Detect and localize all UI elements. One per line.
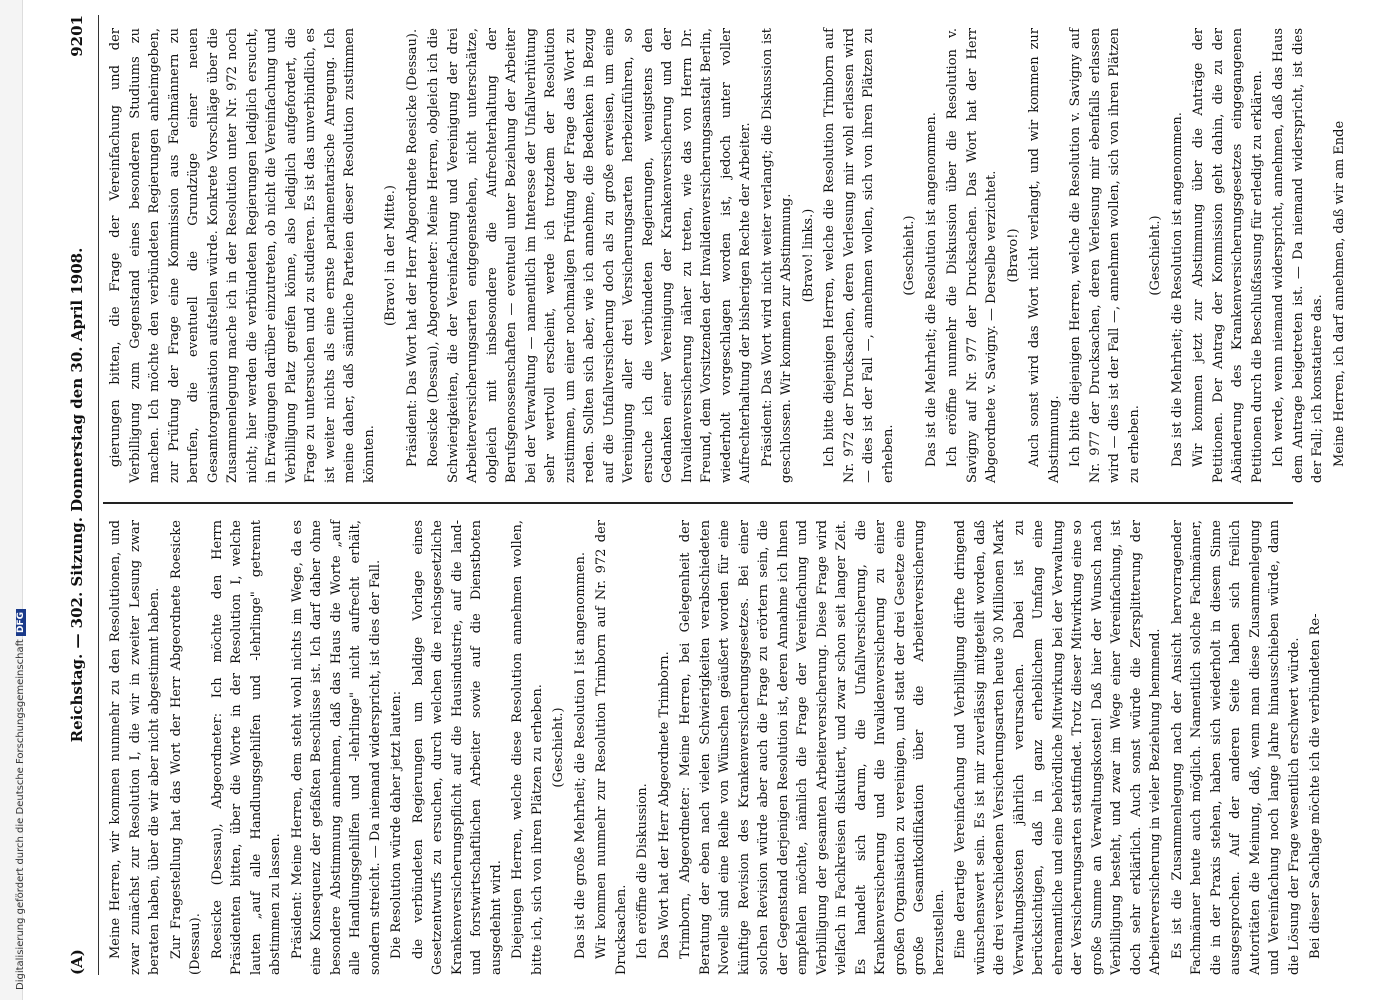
paragraph: Es ist die Zusammenlegung nach der Ansicht hervorragender Fachmänner heute auch möglich. Namentlich solche Fachmänner, die in der Praxis stehen, haben sich wiederholt in diesem Sinne ausgesprochen. Auf der anderen Seite haben sich freilich Autoritäten die Meinung, daß, wenn man diese Zusammenlegung und Vereinfachung noch lange Jahre hinausschieben würde, dann die Lösung der Frage wesentlich erschwert würde. [1169,520,1302,975]
paragraph: (Bravo! in der Mitte.) [383,185,398,326]
paragraph: Präsident: Meine Herren, dem steht wohl nichts im Wege, da es eine Konsequenz der gefaßten Beschlüsse ist. Ich darf daher ohne besondere Abstimmung annehmen, daß das Haus die Worte „auf alle Handlungsgehilfen und -lehrlinge" nicht aufrecht erhält, sondern streicht. — Da niemand widerspricht, ist dies der Fall. [289,520,383,975]
paragraph: Roesicke (Dessau), Abgeordneter: Meine Herren, obgleich ich die Schwierigkeiten, die der Vereinfachung und Vereinigung der drei Arbeiterversicherungsarten entgegenstehen, nicht unterschätze, obgleich mit insbesondere die Aufrechterhaltung der Berufsgenossenschaften — eventuell unter Beziehung der Arbeiter bei der Verwaltung — namentlich im Interesse der Unfallverhütung sehr wertvoll erscheint, werde ich trotzdem der Resolution zustimmen, um einer nochmaligen Prüfung der Frage das Wort zu reden. Sollten sich aber, wie ich annehme, die Bedenken in Bezug auf die Unfallversicherung doch als zu große erweisen, um eine Vereinigung aller drei Versicherungsarten herbeizuführen, so ersuche ich die verbündeten Regierungen, wenigstens den Gedanken einer Vereinigung der Krankenversicherung und der Invalidenversicherung näher zu treten, wie das von Herrn Dr. Freund, dem Vorsitzenden der Invalidenversicherungsanstalt Berlin, wiederholt vorgeschlagen worden ist, jedoch unter voller Aufrechterhaltung der bisherigen Rechte der Arbeiter. [426,28,753,483]
paragraph: Ich werde, wenn niemand widerspricht, annehmen, daß das Haus dem Antrage beigetreten ist. — Da niemand widerspricht, ist dies der Fall; ich konstatiere das. [1271,28,1325,483]
paragraph: (Geschieht.) [1148,215,1163,296]
paragraph: Das ist die große Mehrheit; die Resolution I ist angenommen. [572,551,588,959]
page-header [68,15,98,975]
paragraph: Wir kommen nunmehr zur Resolution Trimborn auf Nr. 972 der Drucksachen. [594,520,629,975]
margin-ref: (A) [68,949,86,975]
paragraph: Die Resolution würde daher jetzt lauten: [389,690,404,959]
dfg-logo: DFG [16,609,26,636]
paragraph: Ich eröffne nunmehr die Diskussion über die Resolution v. Savigny auf Nr. 977 der Drucksachen. Das Wort hat der Herr Abgeordnete v. Savigny. — Derselbe verzichtet. [945,28,999,483]
paragraph: die verbündeten Regierungen um baldige Vorlage eines Gesetzentwurfs zu ersuchen, durch welchen die reichsgesetzliche Krankenversicherungspflicht auf die Hausindustrie, auf die land- und forstwirtschaftlichen Arbeiter sowie auf die Dienstboten ausgedehnt wird. [410,520,504,975]
paragraph: Bei dieser Sachlage möchte ich die verbündeten Re- [1308,613,1323,959]
paragraph: (Geschieht.) [902,215,917,296]
right-column [106,28,1347,483]
left-column [106,520,1323,975]
document-page [48,0,1347,995]
header-rule [98,15,99,975]
paragraph: (Bravo!) [1005,228,1021,283]
paragraph: Das ist die Mehrheit; die Resolution ist angenommen. [1169,112,1185,467]
paragraph: gierungen bitten, die Frage der Vereinfachung und der Verbilligung zum Gegenstand eines besonderen Studiums zu machen. Ich möchte den verbündeten Regierungen anheimgeben, zur Prüfung der Frage eine Kommission aus Fachmännern zu berufen, die eventuell die Grundzüge einer neuen Gesamtorganisation aufstellen würde. Konkrete Vorschläge über die Zusammenlegung mache ich in der Resolution unter Nr. 972 noch nicht; hier werden die verbündeten Regierungen lediglich ersucht, in Erwägungen darüber einzutreten, ob nicht die Vereinfachung und Verbilligung Platz greifen könne, also lediglich aufgefordert, die Frage zu untersuchen und zu studieren. Es ist das unverbindlich, es ist weiter nichts als eine ernste parlamentarische Anregung. Ich meine daher, daß sämtliche Parteien dieser Resolution zustimmen könnten. [108,28,377,483]
page-number: 9201 [68,15,86,57]
paragraph: (Bravo! links.) [800,208,816,303]
paragraph: Ich eröffne die Diskussion. [635,783,650,959]
paragraph: Trimborn, Abgeordneter: Meine Herren, bei Gelegenheit der Beratung der eben nach vielen Schwierigkeiten verabschiedeten Novelle sind eine Reihe von Wünschen geäußert worden für eine künftige Revision des Krankenversicherungsgesetzes. Bei einer solchen Revision würde aber auch die Frage zu erörtern sein, die der Gegenstand derjenigen Resolution ist, deren Annahme ich Ihnen empfehlen möchte, nämlich die Frage der Vereinfachung und Verbilligung der gesamten Arbeiterversicherung. Diese Frage wird vielfach in Fachkreisen diskutiert, und zwar schon seit langer Zeit. Es handelt sich darum, die Unfallversicherung, die Krankenversicherung und die Invalidenversicherung zu einer großen Organisation zu vereinigen, und statt der drei Gesetze eine große Gesamtkodifikation über die Arbeiterversicherung herzustellen. [678,520,947,975]
paragraph: Präsident: Das Wort wird nicht weiter verlangt; die Diskussion ist geschlossen. Wir kommen zur Abstimmung. [759,28,794,483]
paragraph: Das Wort hat der Herr Abgeordnete Trimborn. [656,651,672,959]
paragraph: Eine derartige Vereinfachung und Verbilligung dürfte dringend wünschenswert sein. Es ist mir zuverlässig mitgeteilt worden, daß die drei verschiedenen Versicherungsarten heute 30 Millionen Mark Verwaltungskosten jährlich verursachen. Dabei ist zu berücksichtigen, daß in ganz erheblichem Umfang eine ehrenamtliche und eine behördliche Mitwirkung bei der Verwaltung der Versicherungsarten stattfindet. Trotz dieser Mitwirkung eine so große Summe an Verwaltungskosten! Daß hier der Wunsch nach Verbilligung besteht, und zwar im Wege einer Vereinfachung, ist doch sehr erklärlich. Auch sonst würde die Zersplitterung der Arbeiterversicherung in vieler Beziehung hemmend. [953,520,1163,975]
funding-note [15,605,26,990]
sidebar-note-text: Digitalisierung gefördert durch die Deutsche Forschungsgemeinschaft [15,639,26,990]
paragraph: Meine Herren, wir kommen nunmehr zu den Resolutionen, und zwar zunächst zur Resolution I, die wir in zweiter Lesung zwar beraten haben, über die wir aber nicht abgestimmt haben. [108,520,162,975]
paragraph: Ich bitte diejenigen Herren, welche die Resolution v. Savigny auf Nr. 977 der Drucksachen, deren Verlesung mir ebenfalls erlassen wird — dies ist der Fall —, annehmen wollen, sich von ihren Plätzen zu erheben. [1068,28,1142,483]
paragraph: Präsident: Das Wort hat der Herr Abgeordnete Roesicke (Dessau). [404,28,420,467]
sidebar [0,0,26,1000]
paragraph: Ich bitte diejenigen Herren, welche die Resolution Trimborn auf Nr. 972 der Drucksachen, deren Verlesung mir wohl erlassen wird — dies ist der Fall —, annehmen wollen, sich von ihren Plätzen zu erheben. [822,28,896,483]
paragraph: Meine Herren, ich darf annehmen, daß wir am Ende [1331,120,1347,467]
page-title: Reichstag. — 302. Sitzung. Donnerstag den 30. April 1908. [68,247,86,743]
paragraph: Das ist die Mehrheit; die Resolution ist angenommen. [923,112,939,467]
paragraph: Roesicke (Dessau), Abgeordneter: Ich möchte den Herrn Präsidenten bitten, über die Worte in der Resolution I, welche lauten „auf alle Handlungsgehilfen und -lehrlinge" getrennt abstimmen zu lassen. [209,520,283,975]
paragraph: (Geschieht.) [551,707,566,788]
paragraph: Auch sonst wird das Wort nicht verlangt, und wir kommen zur Abstimmung. [1027,28,1062,483]
paragraph: Zur Fragestellung hat das Wort der Herr Abgeordnete Roesicke (Dessau). [168,520,203,975]
paragraph: Diejenigen Herren, welche diese Resolution annehmen wollen, bitte ich, sich von ihren Plätzen zu erheben. [510,520,545,975]
column-divider [103,502,1293,504]
paragraph: Wir kommen jetzt zur Abstimmung über die Anträge der Petitionen. Der Antrag der Kommission geht dahin, die zu der Abänderung des Krankenversicherungsgesetzes eingegangenen Petitionen durch die Beschlußfassung für erledigt zu erklären. [1191,28,1265,483]
